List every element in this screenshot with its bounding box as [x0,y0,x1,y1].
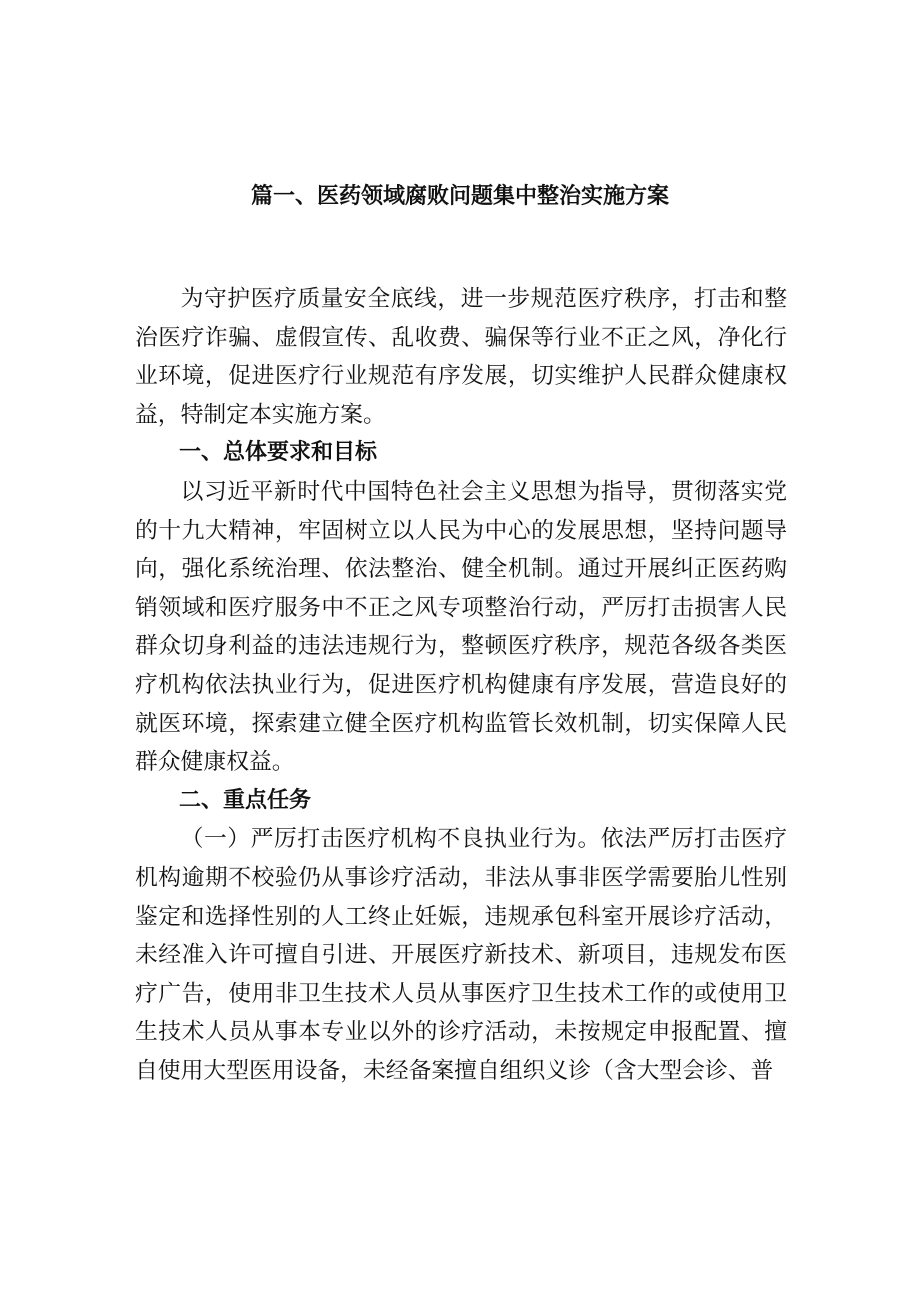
document-body [135,280,787,1090]
intro-paragraph: 为守护医疗质量安全底线，进一步规范医疗秩序，打击和整治医疗诈骗、虚假宣传、乱收费、骗保等行业不正之风，净化行业环境，促进医疗行业规范有序发展，切实维护人民群众健康权益，特制定本实施方案。 [135,286,787,428]
section-heading-1: 一、总体要求和目标 [179,440,378,466]
section-heading-2: 二、重点任务 [179,787,312,813]
document-title: 篇一、医药领域腐败问题集中整治实施方案 [250,184,669,209]
section-paragraph-1: 以习近平新时代中国特色社会主义思想为指导，贯彻落实党的十九大精神，牢固树立以人民为中心的发展思想，坚持问题导向，强化系统治理、依法整治、健全机制。通过开展纠正医药购销领域和医疗服务中不正之风专项整治行动，严厉打击损害人民群众切身利益的违法违规行为，整顿医疗秩序，规范各级各类医疗机构依法执业行为，促进医疗机构健康有序发展，营造良好的就医环境，探索建立健全医疗机构监管长效机制，切实保障人民群众健康权益。 [135,478,787,776]
section-paragraph-2: （一）严厉打击医疗机构不良执业行为。依法严厉打击医疗机构逾期不校验仍从事诊疗活动，非法从事非医学需要胎儿性别鉴定和选择性别的人工终止妊娠，违规承包科室开展诊疗活动，未经准入许可擅自引进、开展医疗新技术、新项目，违规发布医疗广告，使用非卫生技术人员从事医疗卫生技术工作的或使用卫生技术人员从事本专业以外的诊疗活动，未按规定申报配置、擅自使用大型医用设备，未经备案擅自组织义诊（含大型会诊、普 [135,826,787,1084]
